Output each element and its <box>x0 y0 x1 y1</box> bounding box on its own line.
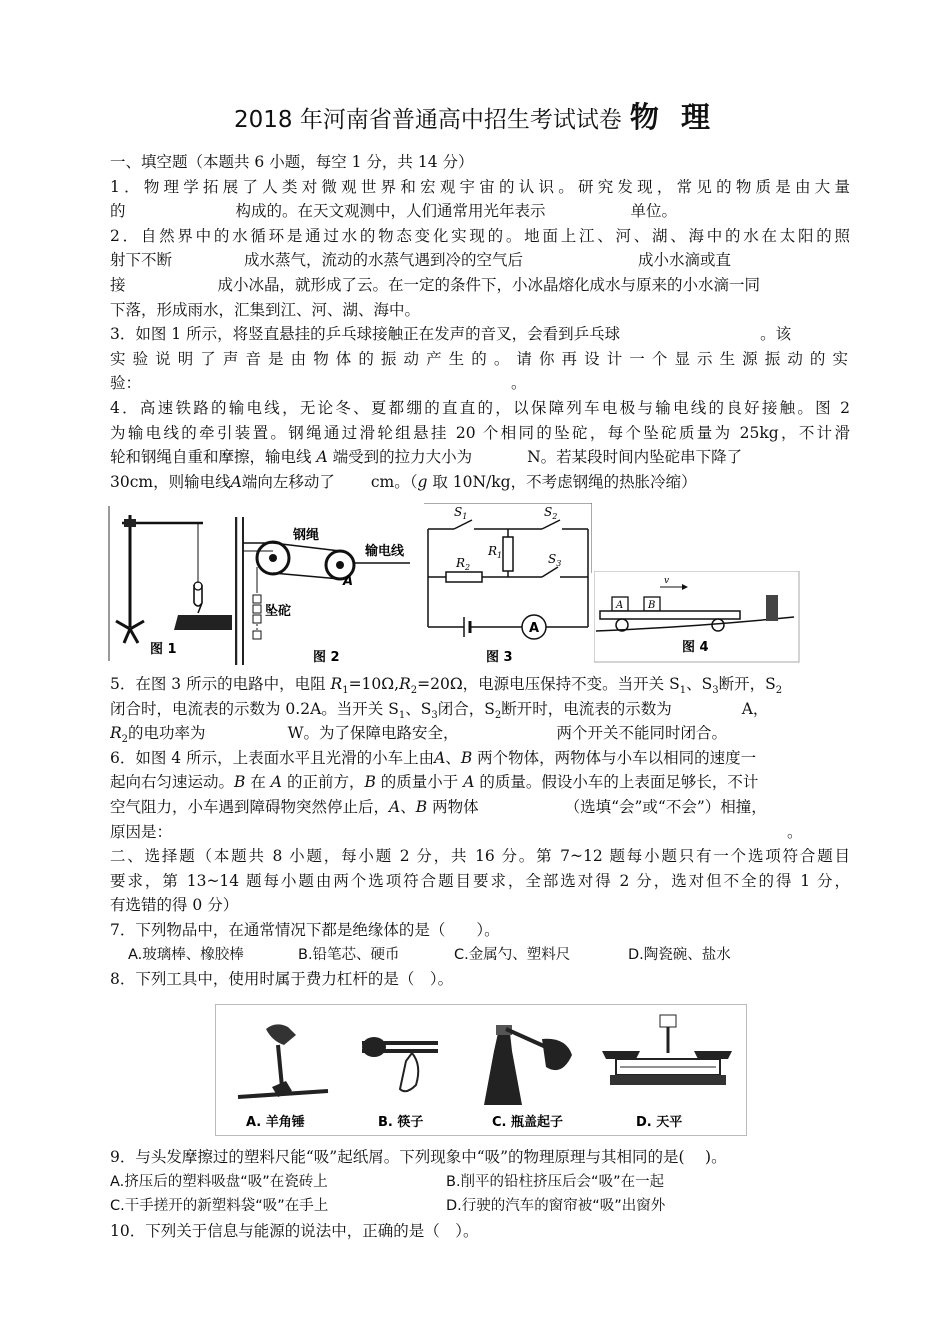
q10-stem: 10．下列关于信息与能源的说法中，正确的是（ ）。 <box>110 1221 479 1240</box>
figure-3 <box>424 503 592 663</box>
fig2-caption: 图 2 <box>313 650 340 665</box>
fig1-caption: 图 1 <box>150 642 177 657</box>
q9-options-row2 <box>110 1194 850 1219</box>
q8-option-a: A. 羊角锤 <box>246 1115 305 1130</box>
claw-hammer-image <box>238 1024 328 1097</box>
fig4-v-label: v <box>664 576 670 586</box>
q7-options <box>110 943 850 968</box>
q7-stem: 7．下列物品中，在通常情况下都是绝缘体的是（ ）。 <box>110 920 500 939</box>
fig3-caption: 图 3 <box>486 650 513 663</box>
q9-stem: 9．与头发摩擦过的塑料尺能“吸”起纸屑。下列现象中“吸”的物理原理与其相同的是( )。 <box>110 1148 727 1166</box>
q6-line2: 起向右匀速运动。B 在 A 的正前方，B 的质量小于 A 的质量。假设小车的上表面足够长，不计 <box>110 773 759 792</box>
q9-options-row1 <box>110 1170 850 1195</box>
q6-line1: 6．如图 4 所示，上表面水平且光滑的小车上由A、B 两个物体，两物体与小车以相同的速度一 <box>110 748 757 767</box>
q8-option-d: D. 天平 <box>636 1115 683 1130</box>
q5-line2: 闭合时，电流表的示数为 0.2A。当开关 $S_1$、$S_3$闭合，$S_2$断开时，电流表的示数为 A， <box>110 699 769 721</box>
q9-option-d: D.行驶的汽车的窗帘被“吸”出窗外 <box>446 1198 666 1215</box>
bottle-opener-image <box>484 1025 572 1105</box>
figure-2 <box>235 503 421 668</box>
figure-4 <box>594 571 800 663</box>
q5-line1: 5．在图 3 所示的电路中，电阻 $R_1=10\Omega,R_2=20\Omega$，电源电压保持不变。当开关 $S_1$、$S_3$断开，$S_2$ <box>110 675 783 697</box>
section2-line1: 二、选择题（本题共 8 小题，每小题 2 分，共 16 分。第 7~12 题每小题只有一个选项符合题目 <box>110 847 850 866</box>
q1-line1: 1．物理学拓展了人类对微观世界和宏观宇宙的认识。研究发现，常见的物质是由大量 <box>110 177 850 196</box>
fig4-caption: 图 4 <box>682 640 709 655</box>
chopsticks-image <box>362 1037 438 1091</box>
figure-1 <box>108 503 236 663</box>
fill-in-section <box>110 150 850 494</box>
fig3-s3: $S_3$ <box>548 552 562 568</box>
q3-line3: 验： 。 <box>110 374 527 393</box>
q7-option-d: D.陶瓷碗、盐水 <box>628 946 731 963</box>
title-main: 2018 年河南省普通高中招生考试试卷 <box>234 107 622 133</box>
q5-line3: $R_2$的电功率为 W。为了保障电路安全， 两个开关不能同时闭合。 <box>110 724 728 746</box>
questions-5-6 <box>110 672 850 992</box>
section1-header: 一、填空题（本题共 6 小题，每空 1 分，共 14 分） <box>110 153 474 171</box>
q8-option-c: C. 瓶盖起子 <box>492 1115 564 1130</box>
fig3-ammeter-label: A <box>529 621 540 636</box>
q7-option-a: A.玻璃棒、橡胶棒 <box>128 946 244 963</box>
fig3-s1: $S_1$ <box>454 505 468 521</box>
q4-line2: 为输电线的牵引装置。钢绳通过滑轮组悬挂 20 个相同的坠砣，每个坠砣质量为 25kg，不计滑 <box>110 423 850 442</box>
q4-line4: 30cm，则输电线A端向左移动了 cm。（g 取 10N/kg，不考虑钢绳的热胀冷缩） <box>110 472 697 491</box>
q7-option-b: B.铅笔芯、硬币 <box>298 946 400 963</box>
q6-line3: 空气阻力，小车遇到障碍物突然停止后，A、B 两物体 （选填“会”或“不会”）相撞， <box>110 797 767 816</box>
title-subject: 物 理 <box>629 100 716 134</box>
fig2-wire-label: 输电线 <box>365 544 405 559</box>
figure-row <box>108 503 800 670</box>
q1-line2: 的 构成的。在天文观测中，人们通常用光年表示 单位。 <box>110 202 678 221</box>
q9-option-b: B.削平的铅柱挤压后会“吸”在一起 <box>446 1173 665 1190</box>
q3-line1: 3．如图 1 所示，将竖直悬挂的乒乓球接触正在发声的音叉，会看到乒乓球 。该 <box>110 325 792 344</box>
q2-line3: 接 成小冰晶，就形成了云。在一定的条件下，小冰晶熔化成水与原来的小水滴一同 <box>110 275 761 294</box>
q3-line2: 实验说明了声音是由物体的振动产生的。请你再设计一个显示生源振动的实 <box>110 349 850 368</box>
fig3-r1: $R_1$ <box>488 544 503 560</box>
q7-option-c: C.金属勺、塑料尺 <box>454 946 571 963</box>
section2-line3: 有选错的得 0 分） <box>110 896 239 915</box>
q8-option-b: B. 筷子 <box>378 1115 424 1130</box>
fig3-s2: $S_2$ <box>544 505 558 521</box>
fig4-a-label: A <box>616 600 624 611</box>
balance-scale-image <box>602 1015 732 1085</box>
q4-line1: 4．高速铁路的输电线，无论冬、夏都绷的直直的，以保障列车电极与输电线的良好接触。图 2 <box>110 398 850 417</box>
q9-option-a: A.挤压后的塑料吸盘“吸”在瓷砖上 <box>110 1173 328 1190</box>
q4-line3: 轮和钢绳自重和摩擦，输电线 A 端受到的拉力大小为 N。若某段时间内坠砣串下降了 <box>110 448 743 467</box>
exam-title <box>0 95 950 136</box>
fig2-a-label: A <box>343 574 354 589</box>
questions-9-10 <box>110 1145 850 1243</box>
q8-stem: 8．下列工具中，使用时属于费力杠杆的是（ ）。 <box>110 970 454 989</box>
q2-line1: 2．自然界中的水循环是通过水的物态变化实现的。地面上江、河、湖、海中的水在太阳的照 <box>110 226 850 245</box>
section2-line2: 要求，第 13~14 题每小题由两个选项符合题目要求，全部选对得 2 分，选对但不全的得 1 分， <box>110 871 850 890</box>
q2-line4: 下落，形成雨水，汇集到江、河、湖、海中。 <box>110 300 421 319</box>
fig4-b-label: B <box>648 600 656 611</box>
fig2-weight-label: 坠砣 <box>265 604 292 619</box>
q6-line4: 原因是： 。 <box>110 822 803 841</box>
fig2-rope-label: 钢绳 <box>293 528 320 543</box>
q9-option-c: C.干手搓开的新塑料袋“吸”在手上 <box>110 1198 329 1215</box>
q2-line2: 射下不断 成水蒸气，流动的水蒸气遇到冷的空气后 成小水滴或直 <box>110 251 732 270</box>
q8-tools-figure <box>215 1004 747 1136</box>
fig3-r2: $R_2$ <box>456 556 471 572</box>
